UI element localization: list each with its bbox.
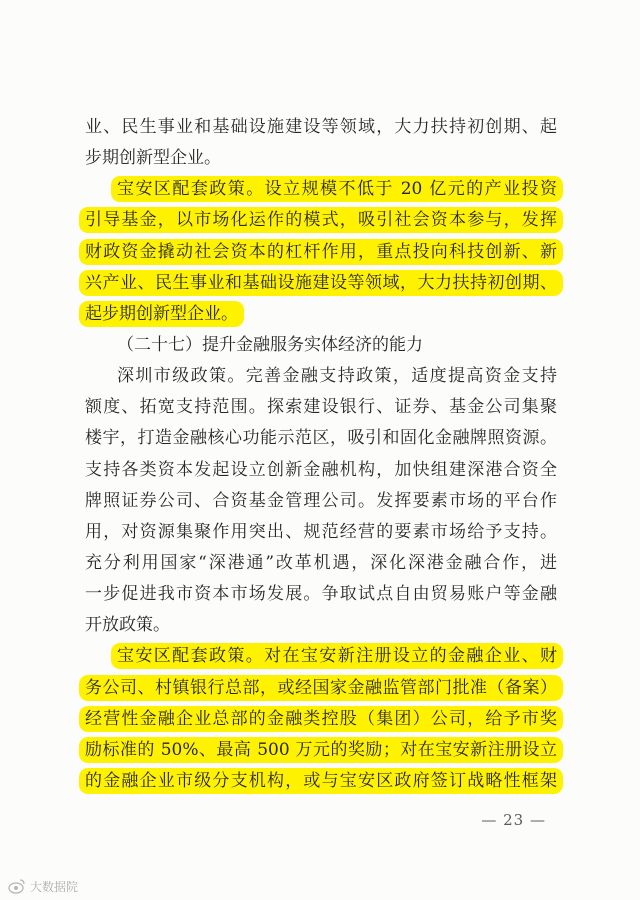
- text-line: [85, 423, 557, 454]
- watermark-logo-icon: [8, 878, 26, 894]
- text-line-content: 牌照证券公司、合资基金管理公司。发挥要素市场的平台作: [85, 490, 557, 511]
- text-line: [85, 735, 557, 766]
- highlighted-text: 的金融企业市级分支机构，或与宝安区政府签订战略性框架: [79, 768, 563, 794]
- text-line-content: 用，对资源集聚作用突出、规范经营的要素市场给予支持。: [85, 521, 557, 542]
- watermark: [8, 877, 78, 895]
- text-line: [85, 237, 557, 268]
- text-line-content: 业、民生事业和基础设施建设等领域，大力扶持初创期、起: [85, 117, 557, 137]
- text-line-content: 楼宇，打造金融核心功能示范区，吸引和固化金融牌照资源。: [85, 428, 557, 449]
- text-line: [85, 361, 557, 392]
- highlighted-text: 引导基金，以市场化运作的模式，吸引社会资本参与，发挥: [79, 207, 563, 233]
- watermark-text: 大数据院: [30, 879, 79, 894]
- text-line: [85, 268, 557, 299]
- text-line: [85, 704, 557, 735]
- text-line: [85, 610, 557, 641]
- text-line-content: 额度、拓宽支持范围。探索建设银行、证券、基金公司集聚: [85, 397, 557, 418]
- text-line: [85, 486, 557, 517]
- text-line-content: 开放政策。: [85, 615, 170, 636]
- text-line-content: 深圳市级政策。完善金融支持政策，适度提高资金支持: [117, 366, 557, 387]
- text-line-content: 一步促进我市资本市场发展。争取试点自由贸易账户等金融: [85, 584, 557, 605]
- text-line: [85, 766, 557, 797]
- text-line: [85, 517, 557, 548]
- text-line-content: 步期创新型企业。: [85, 148, 221, 169]
- highlighted-text: 兴产业、民生事业和基础设施建设等领域，大力扶持初创期、: [79, 270, 563, 296]
- text-line: [85, 112, 557, 143]
- page-number: — 23 —: [481, 811, 546, 829]
- text-line: [85, 205, 557, 236]
- body-text: [85, 112, 557, 797]
- text-line: [85, 455, 557, 486]
- highlighted-text: 财政资金撬动社会资本的杠杆作用，重点投向科技创新、新: [79, 239, 563, 265]
- paragraph-baoan-policy-finance: [85, 641, 557, 797]
- highlighted-text: 宝安区配套政策。设立规模不低于 20 亿元的产业投资: [111, 176, 563, 202]
- text-line-content: 充分利用国家“深港通”改革机遇，深化深港金融合作，进: [85, 552, 557, 573]
- text-line-content: 支持各类资本发起设立创新金融机构，加快组建深港合资全: [85, 459, 557, 480]
- highlighted-text: 起步期创新型企业。: [79, 301, 244, 327]
- text-line: [85, 299, 557, 330]
- paragraph-shenzhen-policy: [85, 361, 557, 641]
- paragraph-continuation: [85, 112, 557, 174]
- text-line: [85, 641, 557, 672]
- section-heading-text: （二十七）提升金融服务实体经济的能力: [117, 334, 423, 355]
- text-line: [85, 548, 557, 579]
- text-line: [85, 579, 557, 610]
- highlighted-text: 务公司、村镇银行总部，或经国家金融监管部门批准（备案）: [79, 675, 563, 701]
- highlighted-text: 励标准的 50%、最高 500 万元的奖励；对在宝安新注册设立: [79, 737, 563, 763]
- highlighted-text: 宝安区配套政策。对在宝安新注册设立的金融企业、财: [111, 643, 563, 669]
- text-line: [85, 143, 557, 174]
- section-heading: [85, 330, 557, 361]
- text-line: [85, 174, 557, 205]
- highlighted-text: 经营性金融企业总部的金融类控股（集团）公司，给予市奖: [79, 706, 563, 732]
- text-line: [85, 673, 557, 704]
- text-line: [85, 392, 557, 423]
- paragraph-baoan-policy-fund: [85, 174, 557, 330]
